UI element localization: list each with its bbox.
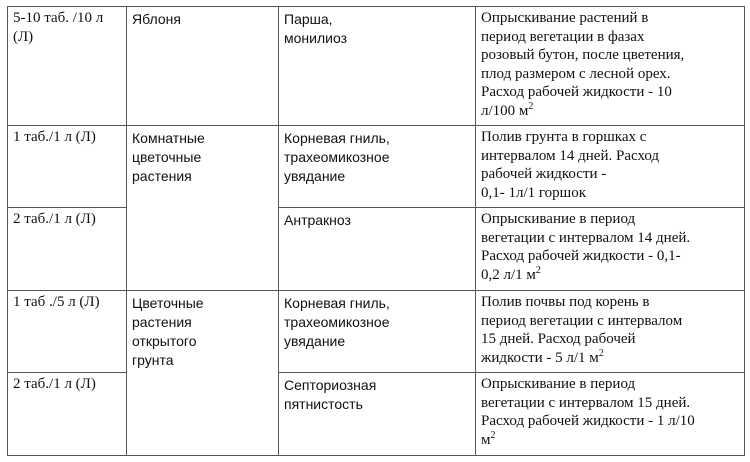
method-text: Опрыскивание растений в период вегетации в фазах розовый бутон, после цветения, плод размером с лесной орех. Расход рабочей жидкости - 10 л/100 м [481, 10, 685, 119]
unit-superscript: 2 [490, 429, 496, 441]
dose-cell: 2 таб./1 л (Л) [13, 211, 96, 227]
method-cell [475, 291, 744, 372]
method-text: Опрыскивание в период вегетации с интервалом 15 дней. Расход рабочей жидкости - 1 л/10 м [481, 376, 695, 448]
unit-superscript: 2 [535, 264, 541, 276]
method-cell [475, 208, 744, 290]
disease-cell: Септориозная пятнистость [284, 377, 377, 412]
grid-line [7, 455, 745, 456]
disease-cell: Корневая гниль, трахеомикозное увядание [284, 130, 390, 184]
unit-superscript: 2 [598, 347, 604, 359]
disease-cell: Корневая гниль, трахеомикозное увядание [284, 295, 390, 349]
method-cell [475, 126, 744, 207]
disease-cell: Парша, монилиоз [284, 11, 347, 46]
method-text: Полив почвы под корень в период вегетации с интервалом 15 дней. Расход рабочей жидкости - 5 л/1 м [481, 294, 683, 366]
grid-line [744, 6, 745, 456]
culture-cell: Яблоня [132, 11, 181, 27]
method-text: Полив грунта в горшках с интервалом 14 дней. Расход рабочей жидкости - 0,1- 1л/1 горшок [481, 129, 660, 201]
method-text: Опрыскивание в период вегетации с интервалом 14 дней. Расход рабочей жидкости - 0,1- 0,2 л/1 м [481, 211, 691, 283]
unit-superscript: 2 [528, 100, 534, 112]
dose-cell: 2 таб./1 л (Л) [13, 376, 96, 392]
method-cell [475, 373, 744, 455]
culture-cell: Цветочные растения открытого грунта [132, 295, 204, 368]
culture-cell: Комнатные цветочные растения [132, 130, 205, 184]
dose-cell: 5-10 таб. /10 л (Л) [13, 10, 104, 45]
disease-cell: Антракноз [284, 212, 351, 228]
dose-cell: 1 таб ./5 л (Л) [13, 294, 100, 310]
dose-cell: 1 таб./1 л (Л) [13, 129, 96, 145]
method-cell [475, 7, 744, 125]
